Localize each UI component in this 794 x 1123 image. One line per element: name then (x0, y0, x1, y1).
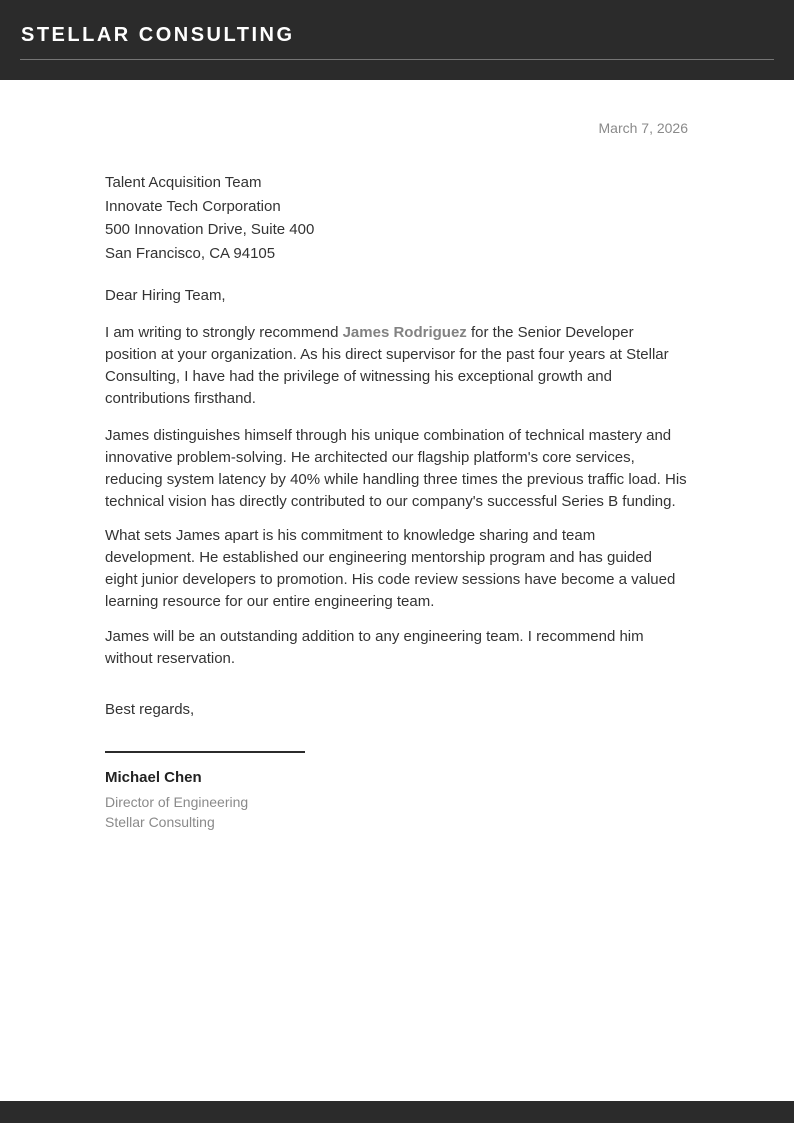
recipient-line: Talent Acquisition Team (105, 174, 262, 191)
letterhead-header (0, 0, 794, 80)
paragraph-intro-before: I am writing to strongly recommend (105, 324, 343, 341)
signature-line (105, 751, 305, 753)
paragraph-intro-after: for the Senior Developer position at your organization. As his direct supervisor for the past four years at Stellar Consulting, I have had the privilege of witnessing his exceptional growth and contributions firsthand. (105, 324, 669, 407)
recipient-line: 500 Innovation Drive, Suite 400 (105, 221, 315, 238)
paragraph-conclusion: James will be an outstanding addition to any engineering team. I recommend him without reservation. (105, 628, 644, 667)
paragraph-intro (105, 322, 688, 410)
paragraph-mentorship: What sets James apart is his commitment to knowledge sharing and team development. He established our engineering mentorship program and has guided eight junior developers to promotion. His code review sessions have become a valued learning resource for our entire engineering team. (105, 527, 676, 610)
header-divider (20, 59, 774, 60)
paragraph-technical: James distinguishes himself through his unique combination of technical mastery and innovative problem-solving. He architected our flagship platform's core services, reducing system latency by 40% while handling three times the previous traffic load. His technical vision has directly contributed to our company's successful Series B funding. (105, 427, 687, 510)
signer-company: Stellar Consulting (105, 814, 215, 830)
salutation: Dear Hiring Team, (105, 287, 226, 304)
recipient-address-block (105, 171, 688, 265)
signer-name: Michael Chen (105, 769, 202, 786)
company-brand-title: STELLAR CONSULTING (21, 24, 295, 46)
signer-title: Director of Engineering (105, 794, 249, 810)
letter-body (0, 118, 794, 832)
recipient-line: Innovate Tech Corporation (105, 197, 281, 215)
candidate-name: James Rodriguez (342, 324, 467, 341)
letter-date: March 7, 2026 (598, 120, 688, 136)
valediction: Best regards, (105, 701, 195, 718)
footer-bar (0, 1101, 794, 1123)
recipient-line: San Francisco, CA 94105 (105, 244, 276, 262)
